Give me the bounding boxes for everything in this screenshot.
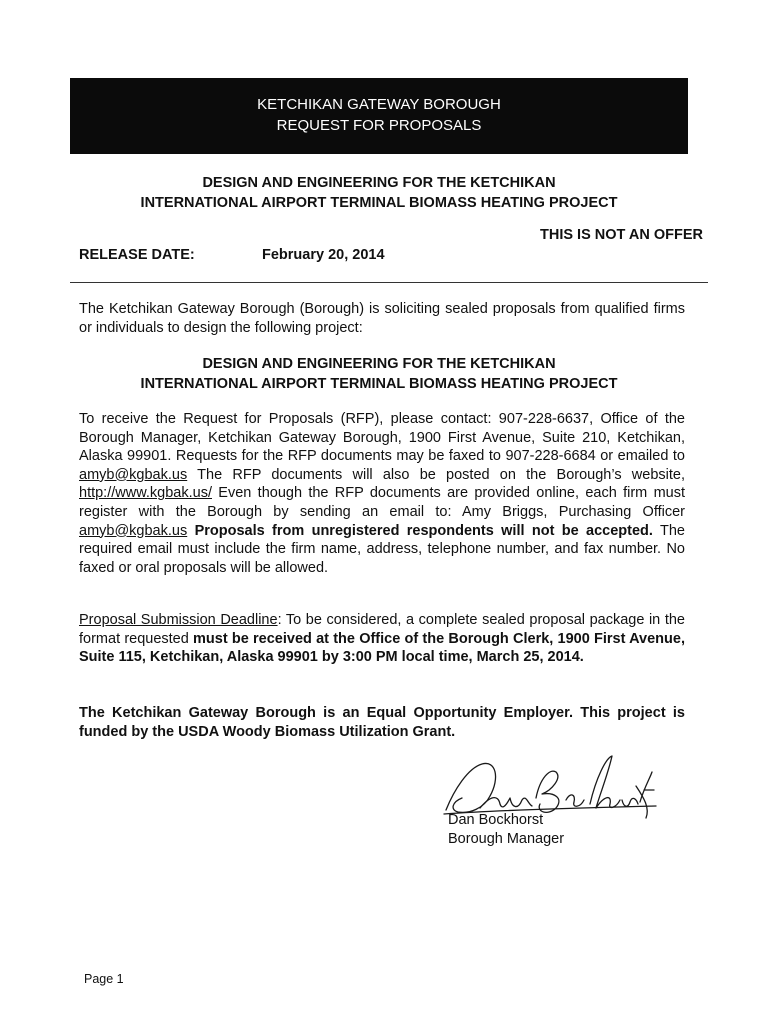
header-line-1: KETCHIKAN GATEWAY BOROUGH xyxy=(257,96,501,113)
project-title-repeat xyxy=(70,354,688,394)
signer-title: Borough Manager xyxy=(448,831,565,847)
rfp-paragraph xyxy=(79,410,685,577)
project-title-repeat-line-2: INTERNATIONAL AIRPORT TERMINAL BIOMASS HEATING PROJECT xyxy=(140,376,618,392)
page-number: Page 1 xyxy=(84,972,124,986)
deadline-text: : To be considered, a complete sealed proposal package in the format requested xyxy=(79,612,685,647)
eoe-statement: The Ketchikan Gateway Borough is an Equal Opportunity Employer. This project is funded by the USDA Woody Biomass Utilization Grant. xyxy=(79,705,685,740)
project-title xyxy=(70,173,688,213)
intro-paragraph: The Ketchikan Gateway Borough (Borough) is soliciting sealed proposals from qualified firms or individuals to design the following project: xyxy=(79,301,685,336)
not-offer-notice: THIS IS NOT AN OFFER xyxy=(540,227,703,243)
header-line-2: REQUEST FOR PROPOSALS xyxy=(276,117,482,134)
deadline-bold: must be received at the Office of the Borough Clerk, 1900 First Avenue, Suite 115, Ketchikan, Alaska 99901 by 3:00 PM local time, March 25, 2014. xyxy=(79,630,685,666)
rfp-text-2: The RFP documents will also be posted on the Borough’s website, xyxy=(187,466,685,483)
website-link[interactable]: http://www.kgbak.us/ xyxy=(79,485,212,502)
signer-name: Dan Bockhorst xyxy=(448,812,544,828)
deadline-paragraph xyxy=(79,611,685,667)
rfp-bold-warning: Proposals from unregistered respondents will not be accepted. xyxy=(187,522,653,539)
header-banner xyxy=(70,78,688,154)
email-link-2[interactable]: amyb@kgbak.us xyxy=(79,522,188,539)
project-title-line-2: INTERNATIONAL AIRPORT TERMINAL BIOMASS HEATING PROJECT xyxy=(140,195,618,211)
email-link-1[interactable]: amyb@kgbak.us xyxy=(79,466,188,483)
rfp-text-4: The required email must include the firm name, address, telephone number, and fax number. No faxed or oral proposals will be allowed. xyxy=(79,522,685,576)
release-date-label: RELEASE DATE: xyxy=(79,247,195,263)
project-title-line-1: DESIGN AND ENGINEERING FOR THE KETCHIKAN xyxy=(202,175,556,191)
rfp-text-1: To receive the Request for Proposals (RFP), please contact: 907-228-6637, Office of the Borough Manager, Ketchikan Gateway Borough, 1900 First Avenue, Suite 210, Ketchikan, Alaska 99901. Requests for the RFP documents may be faxed to 907-228-6684 or emailed to xyxy=(79,411,685,465)
release-date-value: February 20, 2014 xyxy=(262,247,385,263)
project-title-repeat-line-1: DESIGN AND ENGINEERING FOR THE KETCHIKAN xyxy=(202,356,556,372)
horizontal-rule xyxy=(70,282,708,283)
rfp-text-3: Even though the RFP documents are provided online, each firm must register with the Borough by sending an email to: Amy Briggs, Purchasing Officer xyxy=(79,485,685,520)
deadline-label: Proposal Submission Deadline xyxy=(79,612,278,628)
